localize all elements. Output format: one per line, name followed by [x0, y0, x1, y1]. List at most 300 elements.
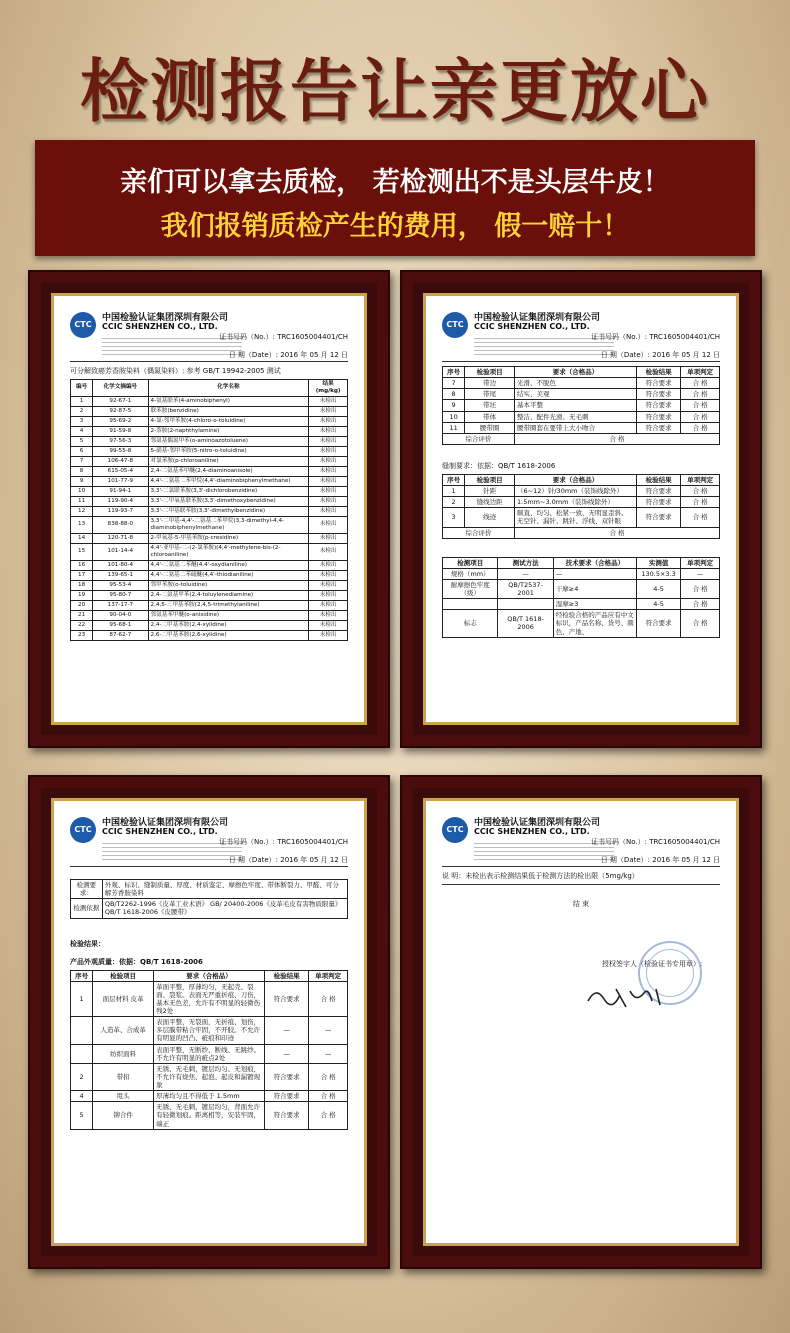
- table-cell: 腰带圈套在要带上大小吻合: [515, 422, 637, 433]
- table-cell: 合 格: [681, 378, 720, 389]
- table-cell: 光滑、不脱色: [515, 378, 637, 389]
- table-cell: 未检出: [309, 496, 348, 506]
- table-cell: [443, 599, 498, 610]
- table-cell: 4,4'-二氨基二苯醚(4,4'-oxydianiline): [148, 560, 309, 570]
- table-cell: 耐摩擦色牢度（级）: [443, 579, 498, 598]
- table-cell: 130.5×3.3: [636, 568, 680, 579]
- table-cell: 检测依据: [71, 899, 103, 918]
- table-cell: —: [309, 1044, 348, 1063]
- table-cell: 120-71-8: [93, 533, 148, 543]
- table-cell: （6~12）针/30mm（装饰线除外）: [515, 486, 637, 497]
- table-cell: 12: [71, 506, 93, 516]
- table-row: [71, 533, 348, 543]
- table-cell: 2: [443, 497, 465, 508]
- table-cell: 符合要求: [636, 400, 680, 411]
- table-cell: [71, 1017, 93, 1044]
- table-row: [71, 620, 348, 630]
- table-cell: 带边: [465, 378, 515, 389]
- table-cell: 合 格: [681, 579, 720, 598]
- table-cell: 17: [71, 570, 93, 580]
- table-header: 单项判定: [681, 557, 720, 568]
- table-cell: 基本平整: [515, 400, 637, 411]
- table-header: 检验结果: [636, 367, 680, 378]
- table-row: [71, 496, 348, 506]
- table-cell: 邻甲苯胺(o-toluidine): [148, 580, 309, 590]
- table-header: 序号: [71, 970, 93, 981]
- table-cell: 139-65-1: [93, 570, 148, 580]
- org-name-en: CCIC SHENZHEN CO., LTD.: [102, 827, 218, 836]
- table-cell: 厚薄均匀且不得低于 1.5mm: [154, 1091, 265, 1102]
- certificate-page-1: [51, 293, 367, 725]
- table-cell: 合 格: [309, 1063, 348, 1090]
- table-cell: 未检出: [309, 506, 348, 516]
- cert-header: [442, 310, 720, 362]
- ccic-logo-icon: CTC: [442, 817, 468, 843]
- table-cell: 经检验合格的产品应有中文标识，产品名称、货号、颜色、产地、: [553, 610, 636, 637]
- table-header: 技术要求（合格品）: [553, 557, 636, 568]
- summary-value: 合 格: [515, 433, 720, 444]
- table-cell: 合 格: [309, 1091, 348, 1102]
- table-row: [71, 426, 348, 436]
- table-cell: 带坯: [465, 400, 515, 411]
- certificate-frame-3: [28, 775, 390, 1269]
- table-cell: 合 格: [681, 610, 720, 637]
- table-header: 化学名称: [148, 380, 309, 397]
- cert-header: [70, 815, 348, 867]
- table-cell: 22: [71, 620, 93, 630]
- table-cell: 未检出: [309, 620, 348, 630]
- table-cell: 针距: [465, 486, 515, 497]
- table-cell: 合 格: [681, 389, 720, 400]
- table-cell: 20: [71, 600, 93, 610]
- table-cell: 未检出: [309, 630, 348, 640]
- table-row: [71, 1044, 348, 1063]
- table-cell: 4-5: [636, 579, 680, 598]
- table-cell: 整洁、配件光滑、无毛刺: [515, 411, 637, 422]
- table-cell: 符合要求: [636, 497, 680, 508]
- table-cell: 符合要求: [636, 508, 680, 527]
- table-cell: 人造革、合成革: [93, 1017, 154, 1044]
- table-cell: 符合要求: [636, 389, 680, 400]
- table-cell: 95-68-1: [93, 620, 148, 630]
- table-cell: 无锈、无毛刺，镀层均匀、无划痕，不允许有烧焦、起泡、起皮和漏镀现象: [154, 1063, 265, 1090]
- banner-line-1: 亲们可以拿去质检， 若检测出不是头层牛皮！: [120, 167, 670, 198]
- table-cell: 革面平整，厚薄均匀，无起壳、裂面、裂浆。表面无严重折痕、刀伤，基本无色差，允许有不明显的轻微伤残2处: [154, 981, 265, 1017]
- table-row: [71, 476, 348, 486]
- table-cell: 未检出: [309, 476, 348, 486]
- table-row: [443, 508, 720, 527]
- table-header: 要求（合格品）: [515, 474, 637, 485]
- table-cell: 2-甲氧基-5-甲基苯胺(p-cresidine): [148, 533, 309, 543]
- table-row: [71, 543, 348, 560]
- table-cell: 2,4,5-三甲基苯胺(2,4,5-trimethylaniline): [148, 600, 309, 610]
- table-cell: 838-88-0: [93, 516, 148, 533]
- table-header: 测试方法: [498, 557, 553, 568]
- table-cell: 符合要求: [636, 422, 680, 433]
- table-cell: 9: [443, 400, 465, 411]
- table-row: [71, 590, 348, 600]
- table-cell: 7: [443, 378, 465, 389]
- table-cell: 13: [71, 516, 93, 533]
- table-header: 单项判定: [309, 970, 348, 981]
- cert1-intro: 可分解致癌芳香胺染料（偶氮染料）: 参考 GB/T 19942-2005 测试: [70, 367, 281, 375]
- ccic-logo-icon: CTC: [70, 817, 96, 843]
- table-cell: 2,6-二甲基苯胺(2,6-xylidine): [148, 630, 309, 640]
- table-cell: 结实、美观: [515, 389, 637, 400]
- table-cell: 合 格: [309, 1102, 348, 1129]
- table-header: 单项判定: [681, 367, 720, 378]
- table-cell: 10: [71, 486, 93, 496]
- test-requirements-table: [70, 879, 348, 919]
- table-cell: 16: [71, 560, 93, 570]
- table-cell: 符合要求: [264, 1063, 308, 1090]
- table-cell: 3,3'-二甲基联苯胺(3,3'-dimethylbenzidine): [148, 506, 309, 516]
- table-cell: 4: [71, 1091, 93, 1102]
- result-section-title: 检验结果：: [70, 939, 105, 948]
- table-row: [71, 416, 348, 426]
- table-row: [71, 436, 348, 446]
- table-header: 序号: [443, 474, 465, 485]
- table-cell: 带尾: [465, 389, 515, 400]
- table-cell: 带体: [465, 411, 515, 422]
- table-cell: 23: [71, 630, 93, 640]
- table-cell: 1: [443, 486, 465, 497]
- cert-number: 证书号码（No.）: TRC1605004401/CH: [591, 333, 720, 341]
- table-cell: —: [553, 568, 636, 579]
- table-row: [443, 568, 720, 579]
- table-cell: 91-94-1: [93, 486, 148, 496]
- table-cell: 铆合件: [93, 1102, 154, 1129]
- table-cell: 2,4-二甲基苯胺(2,4-xylidine): [148, 620, 309, 630]
- table-cell: 检测要求：: [71, 880, 103, 899]
- cert4-note: 说 明：未检出表示检测结果低于检测方法的检出限（5mg/kg）: [442, 871, 720, 885]
- table-cell: 119-93-7: [93, 506, 148, 516]
- table-cell: 7: [71, 456, 93, 466]
- table-header: 单项判定: [681, 474, 720, 485]
- ccic-logo-icon: CTC: [70, 312, 96, 338]
- table-cell: 2-萘胺(2-naphthylamine): [148, 426, 309, 436]
- table-cell: 18: [71, 580, 93, 590]
- table-cell: 2,4-二氨基苯甲醚(2,4-diaminoanisole): [148, 466, 309, 476]
- table-cell: 5: [71, 1102, 93, 1129]
- table-cell: 95-69-2: [93, 416, 148, 426]
- table-cell: [71, 1044, 93, 1063]
- table-cell: 91-59-8: [93, 426, 148, 436]
- table-cell: 未检出: [309, 590, 348, 600]
- table-cell: —: [264, 1017, 308, 1044]
- table-row: [71, 506, 348, 516]
- table-cell: 2: [71, 406, 93, 416]
- org-name-en: CCIC SHENZHEN CO., LTD.: [102, 322, 218, 331]
- table-row: [71, 456, 348, 466]
- table-cell: 2,4-二氨基甲苯(2,4-toluylenediamine): [148, 590, 309, 600]
- table-cell: [498, 599, 553, 610]
- table-header: 检验项目: [93, 970, 154, 981]
- table-row: [443, 599, 720, 610]
- table-cell: 8: [443, 389, 465, 400]
- table-cell: 符合要求: [636, 411, 680, 422]
- table-row: [443, 400, 720, 411]
- table-cell: 未检出: [309, 580, 348, 590]
- appearance-table: [70, 970, 348, 1130]
- table-row: [71, 486, 348, 496]
- page-headline: 检测报告让亲更放心: [79, 53, 710, 132]
- azo-dye-table: [70, 379, 348, 641]
- table-cell: 未检出: [309, 426, 348, 436]
- sewing-section-title: 缝制要求：依据：QB/T 1618-2006: [442, 461, 556, 470]
- org-name-cn: 中国检验认证集团深圳有限公司: [102, 818, 229, 828]
- table-cell: 1: [71, 396, 93, 406]
- table-cell: 4: [71, 426, 93, 436]
- table-cell: 合 格: [681, 411, 720, 422]
- cert4-end: 结 束: [572, 900, 590, 908]
- table-cell: 未检出: [309, 533, 348, 543]
- org-name-cn: 中国检验认证集团深圳有限公司: [474, 818, 601, 828]
- table-row: [71, 570, 348, 580]
- table-cell: 符合要求: [636, 378, 680, 389]
- table-cell: 95-53-4: [93, 580, 148, 590]
- table-cell: 1.5mm~3.0mm（装饰线除外）: [515, 497, 637, 508]
- certificate-frame-2: [400, 270, 762, 748]
- certificate-frame-4: [400, 775, 762, 1269]
- ccic-logo-icon: CTC: [442, 312, 468, 338]
- table-cell: 1: [71, 981, 93, 1017]
- table-cell: 外观、标识、缝制质量、厚度、材质鉴定、摩擦色牢度、带体断裂力、甲醛、可分解芳香胺染料: [102, 880, 347, 899]
- table-row: [443, 378, 720, 389]
- table-cell: 缝线边距: [465, 497, 515, 508]
- table-cell: 未检出: [309, 396, 348, 406]
- table-row: [71, 899, 348, 918]
- signature-icon: [586, 981, 676, 1011]
- table-cell: —: [498, 568, 553, 579]
- table-cell: 101-14-4: [93, 543, 148, 560]
- table-cell: 未检出: [309, 600, 348, 610]
- table-row: [71, 406, 348, 416]
- table-cell: 未检出: [309, 456, 348, 466]
- appearance-table-cont: [442, 366, 720, 445]
- table-cell: 4-氨基联苯(4-aminobiphenyl): [148, 396, 309, 406]
- table-cell: 合 格: [681, 508, 720, 527]
- table-cell: 106-47-8: [93, 456, 148, 466]
- table-row: [71, 600, 348, 610]
- appearance-section-title: 产品外观质量：依据：QB/T 1618-2006: [70, 957, 203, 966]
- table-cell: 顺直、均匀、松紧一致，无明显歪斜。无空针、漏针、跳针、浮线、双针眼: [515, 508, 637, 527]
- cert-header: [442, 815, 720, 867]
- table-cell: 标志: [443, 610, 498, 637]
- summary-label: 综合评价: [443, 433, 515, 444]
- certificate-frame-1: [28, 270, 390, 748]
- table-cell: 6: [71, 446, 93, 456]
- org-name-en: CCIC SHENZHEN CO., LTD.: [474, 827, 590, 836]
- table-cell: 99-55-8: [93, 446, 148, 456]
- table-cell: 未检出: [309, 406, 348, 416]
- table-row: [71, 446, 348, 456]
- table-cell: 纺织面料: [93, 1044, 154, 1063]
- table-row: [443, 411, 720, 422]
- sewing-table: [442, 474, 720, 539]
- table-cell: 符合要求: [264, 1091, 308, 1102]
- table-cell: 干摩≥4: [553, 579, 636, 598]
- table-cell: 未检出: [309, 466, 348, 476]
- table-cell: 97-56-3: [93, 436, 148, 446]
- table-cell: 3,3'-二氯联苯胺(3,3'-dichlorobenzidine): [148, 486, 309, 496]
- summary-value: 合 格: [515, 527, 720, 538]
- table-cell: 3,3'-二甲氧基联苯胺(3,3'-dimethoxybenzidine): [148, 496, 309, 506]
- table-row: [71, 630, 348, 640]
- certificate-page-4: [423, 798, 739, 1246]
- table-cell: 线迹: [465, 508, 515, 527]
- table-cell: —: [264, 1044, 308, 1063]
- table-cell: 无锈、无毛刺，镀层均匀，背面允许有轻微划痕。距离相等，安装牢固，端正: [154, 1102, 265, 1129]
- table-cell: 90-04-0: [93, 610, 148, 620]
- table-cell: QB/T2262-1996《皮革工业术语》 GB/ 20400-2006《皮革毛皮有害物质限量》 QB/T 1618-2006《皮腰带》: [102, 899, 347, 918]
- table-cell: 符合要求: [264, 981, 308, 1017]
- table-header: 化学文摘编号: [93, 380, 148, 397]
- summary-label: 综合评价: [443, 527, 515, 538]
- table-cell: 4-5: [636, 599, 680, 610]
- table-cell: 湿摩≥3: [553, 599, 636, 610]
- table-cell: 9: [71, 476, 93, 486]
- table-cell: 5-硝基-邻甲苯胺(5-nitro-o-toluidine): [148, 446, 309, 456]
- table-cell: 5: [71, 436, 93, 446]
- table-cell: QB/T 1618-2006: [498, 610, 553, 637]
- table-cell: 119-90-4: [93, 496, 148, 506]
- org-name-cn: 中国检验认证集团深圳有限公司: [102, 313, 229, 323]
- promo-banner: [35, 140, 755, 256]
- cert-date: 日 期（Date）: 2016 年 05 月 12 日: [600, 351, 720, 359]
- table-cell: 未检出: [309, 416, 348, 426]
- table-cell: 腰带圈: [465, 422, 515, 433]
- table-cell: 87-62-7: [93, 630, 148, 640]
- table-cell: —: [681, 568, 720, 579]
- certificate-page-2: [423, 293, 739, 725]
- table-cell: 4,4'-二氨基二苯甲烷(4,4'-diaminobiphenylmethane): [148, 476, 309, 486]
- table-row: [71, 1063, 348, 1090]
- table-cell: 615-05-4: [93, 466, 148, 476]
- table-row: [443, 610, 720, 637]
- table-cell: 3,3'-二甲基-4,4'-二氨基二苯甲烷(3,3-dimethyl-4,4-diaminobiphenylmethane): [148, 516, 309, 533]
- table-cell: 未检出: [309, 516, 348, 533]
- cert-header: [70, 310, 348, 362]
- table-row: [71, 1091, 348, 1102]
- table-header: 序号: [443, 367, 465, 378]
- table-header: 检验项目: [465, 474, 515, 485]
- table-cell: 3: [71, 416, 93, 426]
- physical-test-table: [442, 557, 720, 638]
- table-cell: 4-氯-邻甲苯胺(4-chloro-o-toluidine): [148, 416, 309, 426]
- summary-row: [443, 433, 720, 444]
- cert-number: 证书号码（No.）: TRC1605004401/CH: [591, 838, 720, 846]
- table-row: [71, 610, 348, 620]
- banner-line-2: 我们报销质检产生的费用， 假一赔十！: [160, 211, 630, 242]
- table-cell: 合 格: [681, 486, 720, 497]
- table-cell: 15: [71, 543, 93, 560]
- cert-number: 证书号码（No.）: TRC1605004401/CH: [219, 838, 348, 846]
- table-cell: 137-17-7: [93, 600, 148, 610]
- table-cell: 8: [71, 466, 93, 476]
- table-cell: 符合要求: [636, 486, 680, 497]
- table-header: 检验结果: [636, 474, 680, 485]
- table-cell: 对氯苯胺(p-chloroaniline): [148, 456, 309, 466]
- table-row: [71, 466, 348, 476]
- table-cell: 联苯胺(benzidine): [148, 406, 309, 416]
- table-cell: 未检出: [309, 543, 348, 560]
- table-cell: 3: [443, 508, 465, 527]
- table-cell: 未检出: [309, 610, 348, 620]
- table-row: [443, 422, 720, 433]
- table-header: 检验结果: [264, 970, 308, 981]
- table-cell: 表面平整，无断纱、断线、无跳纱。不允许有明显的疵点2处: [154, 1044, 265, 1063]
- certificate-page-3: [51, 798, 367, 1246]
- org-name-en: CCIC SHENZHEN CO., LTD.: [474, 322, 590, 331]
- table-row: [71, 580, 348, 590]
- table-row: [71, 981, 348, 1017]
- table-header: 实测值: [636, 557, 680, 568]
- table-cell: 合 格: [309, 981, 348, 1017]
- table-cell: 表面平整，无裂面，无折痕、划伤，多层膜带粘合牢固，不开胶。不允许有明显的凹凸、疵痕和印迹: [154, 1017, 265, 1044]
- cert-date: 日 期（Date）: 2016 年 05 月 12 日: [228, 351, 348, 359]
- table-row: [443, 389, 720, 400]
- table-row: [71, 516, 348, 533]
- table-cell: 14: [71, 533, 93, 543]
- table-cell: 未检出: [309, 446, 348, 456]
- authorized-signer: 授权签字人（检验证书专用章）:: [602, 960, 703, 968]
- table-cell: 规格（mm）: [443, 568, 498, 579]
- table-cell: 合 格: [681, 599, 720, 610]
- table-cell: 未检出: [309, 560, 348, 570]
- table-cell: QB/T2537-2001: [498, 579, 553, 598]
- table-row: [71, 880, 348, 899]
- table-row: [71, 1017, 348, 1044]
- table-cell: 101-80-4: [93, 560, 148, 570]
- table-row: [71, 560, 348, 570]
- table-cell: 95-80-7: [93, 590, 148, 600]
- cert-date: 日 期（Date）: 2016 年 05 月 12 日: [600, 856, 720, 864]
- table-cell: 4,4'-亚甲基-二-(2-氯苯胺)(4,4'-methylene-bis-(2-chloroaniline): [148, 543, 309, 560]
- table-cell: 未检出: [309, 486, 348, 496]
- table-cell: 92-87-5: [93, 406, 148, 416]
- table-row: [71, 396, 348, 406]
- cert-date: 日 期（Date）: 2016 年 05 月 12 日: [228, 856, 348, 864]
- table-cell: 未检出: [309, 436, 348, 446]
- table-cell: 合 格: [681, 400, 720, 411]
- table-row: [443, 486, 720, 497]
- table-cell: —: [309, 1017, 348, 1044]
- table-cell: 4,4'-二氨基二苯硫醚(4,4'-thiodianiline): [148, 570, 309, 580]
- table-cell: 92-67-1: [93, 396, 148, 406]
- table-row: [71, 1102, 348, 1129]
- table-cell: 11: [443, 422, 465, 433]
- table-cell: 21: [71, 610, 93, 620]
- table-cell: 2: [71, 1063, 93, 1090]
- table-row: [443, 497, 720, 508]
- table-cell: 合 格: [681, 497, 720, 508]
- table-header: 检验项目: [465, 367, 515, 378]
- table-cell: 11: [71, 496, 93, 506]
- table-row: [443, 579, 720, 598]
- table-cell: 邻氨基苯甲醚(o-anisidine): [148, 610, 309, 620]
- table-cell: 面层材料 皮革: [93, 981, 154, 1017]
- table-header: 要求（合格品）: [154, 970, 265, 981]
- cert-number: 证书号码（No.）: TRC1605004401/CH: [219, 333, 348, 341]
- org-name-cn: 中国检验认证集团深圳有限公司: [474, 313, 601, 323]
- table-header: 结果(mg/kg): [309, 380, 348, 397]
- table-cell: 101-77-9: [93, 476, 148, 486]
- table-header: 检测项目: [443, 557, 498, 568]
- table-cell: 甩头: [93, 1091, 154, 1102]
- table-cell: 10: [443, 411, 465, 422]
- table-cell: 带扣: [93, 1063, 154, 1090]
